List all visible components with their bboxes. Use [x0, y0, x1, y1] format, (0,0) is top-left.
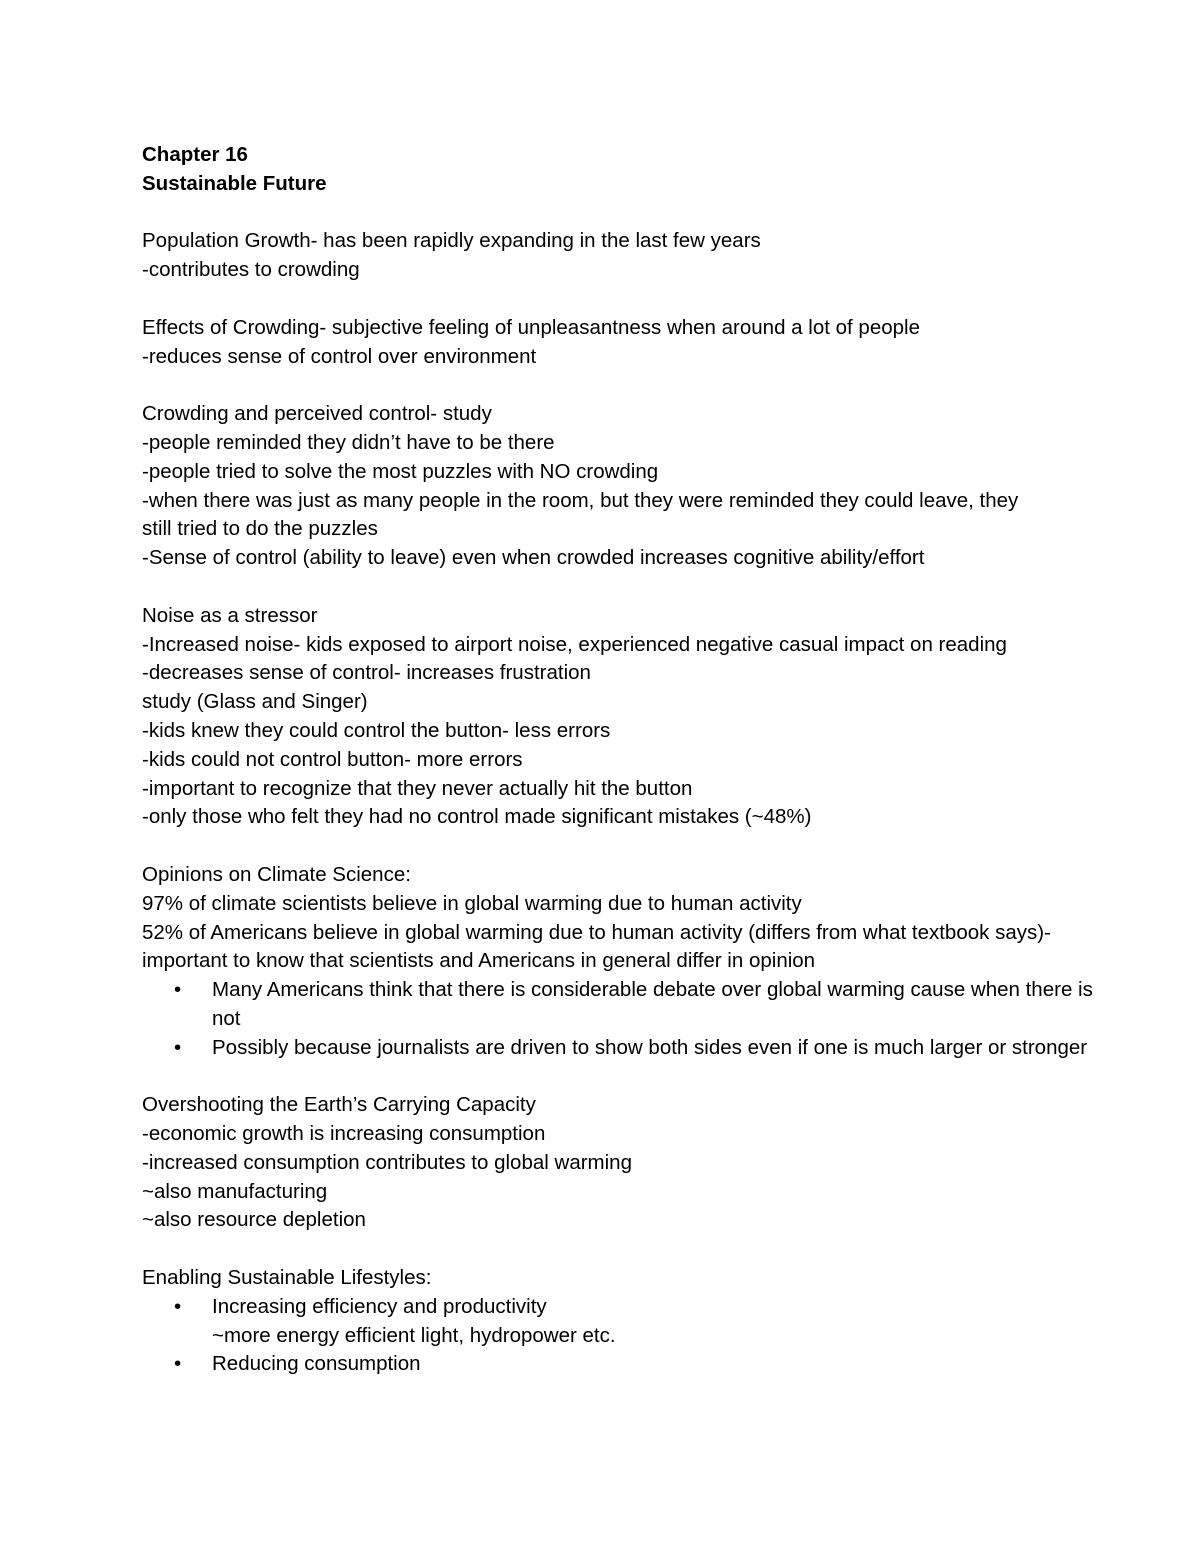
note-line: -people tried to solve the most puzzles with NO crowding	[142, 459, 659, 483]
section-heading-noise: Noise as a stressor	[142, 603, 318, 627]
list-item-text: Many Americans think that there is considerable debate over global warming cause when there is not	[212, 978, 1093, 1030]
note-line: -contributes to crowding	[142, 258, 360, 282]
note-line: -Increased noise- kids exposed to airport noise, experienced negative casual impact on reading	[142, 632, 1007, 656]
note-line: -people reminded they didn’t have to be there	[142, 430, 555, 454]
spacer	[142, 1063, 1142, 1092]
note-line: -economic growth is increasing consumption	[142, 1122, 546, 1146]
spacer	[142, 199, 1142, 228]
list-item	[142, 976, 1112, 1034]
note-line: -Sense of control (ability to leave) even when crowded increases cognitive ability/effort	[142, 546, 925, 570]
note-line: ~also resource depletion	[142, 1208, 366, 1232]
note-line: -kids could not control button- more errors	[142, 747, 523, 771]
bullet-icon: •	[174, 1294, 182, 1318]
list-item-text: Reducing consumption	[212, 1352, 421, 1376]
list-item	[142, 1293, 1112, 1322]
section-heading-capacity: Overshooting the Earth’s Carrying Capacity	[142, 1093, 536, 1117]
section-heading-lifestyles: Enabling Sustainable Lifestyles:	[142, 1266, 432, 1290]
spacer	[142, 285, 1142, 314]
section-heading-crowding: Effects of Crowding- subjective feeling of unpleasantness when around a lot of people	[142, 315, 920, 339]
document-title: Sustainable Future	[142, 171, 327, 195]
list-item	[142, 1350, 1112, 1379]
spacer	[142, 1235, 1142, 1264]
document-page	[142, 141, 1142, 1379]
list-item	[142, 1034, 1112, 1063]
list-item-text: Possibly because journalists are driven to show both sides even if one is much larger or stronger	[212, 1035, 1088, 1059]
section-heading-climate: Opinions on Climate Science:	[142, 862, 411, 886]
note-line: -important to recognize that they never actually hit the button	[142, 776, 693, 800]
note-line: 97% of climate scientists believe in global warming due to human activity	[142, 891, 802, 915]
bullet-list-lifestyles	[142, 1293, 1142, 1322]
note-line: 52% of Americans believe in global warming due to human activity (differs from what textbook says)- important to know that scientists and Americans in general differ in opinion	[142, 920, 1051, 973]
list-item-text: Increasing efficiency and productivity	[212, 1294, 547, 1318]
note-line: -only those who felt they had no control made significant mistakes (~48%)	[142, 805, 812, 829]
bullet-icon: •	[174, 1352, 182, 1376]
section-heading-population: Population Growth- has been rapidly expanding in the last few years	[142, 229, 761, 253]
note-line: -reduces sense of control over environment	[142, 344, 537, 368]
bullet-icon: •	[174, 1035, 182, 1059]
spacer	[142, 371, 1142, 400]
note-line: -decreases sense of control- increases frustration	[142, 661, 591, 685]
spacer	[142, 573, 1142, 602]
list-item-subline: ~more energy efficient light, hydropower etc.	[212, 1323, 616, 1347]
note-line: -when there was just as many people in the room, but they were reminded they could leave, they still tried to do the puzzles	[142, 488, 1019, 541]
bullet-list-climate	[142, 976, 1142, 1062]
note-line: ~also manufacturing	[142, 1179, 328, 1203]
note-line: study (Glass and Singer)	[142, 690, 368, 714]
bullet-list-lifestyles-continued	[142, 1350, 1142, 1379]
section-heading-control: Crowding and perceived control- study	[142, 402, 492, 426]
chapter-label: Chapter 16	[142, 143, 248, 166]
spacer	[142, 832, 1142, 861]
note-line: -kids knew they could control the button- less errors	[142, 718, 611, 742]
bullet-icon: •	[174, 978, 182, 1002]
note-line: -increased consumption contributes to global warming	[142, 1150, 632, 1174]
